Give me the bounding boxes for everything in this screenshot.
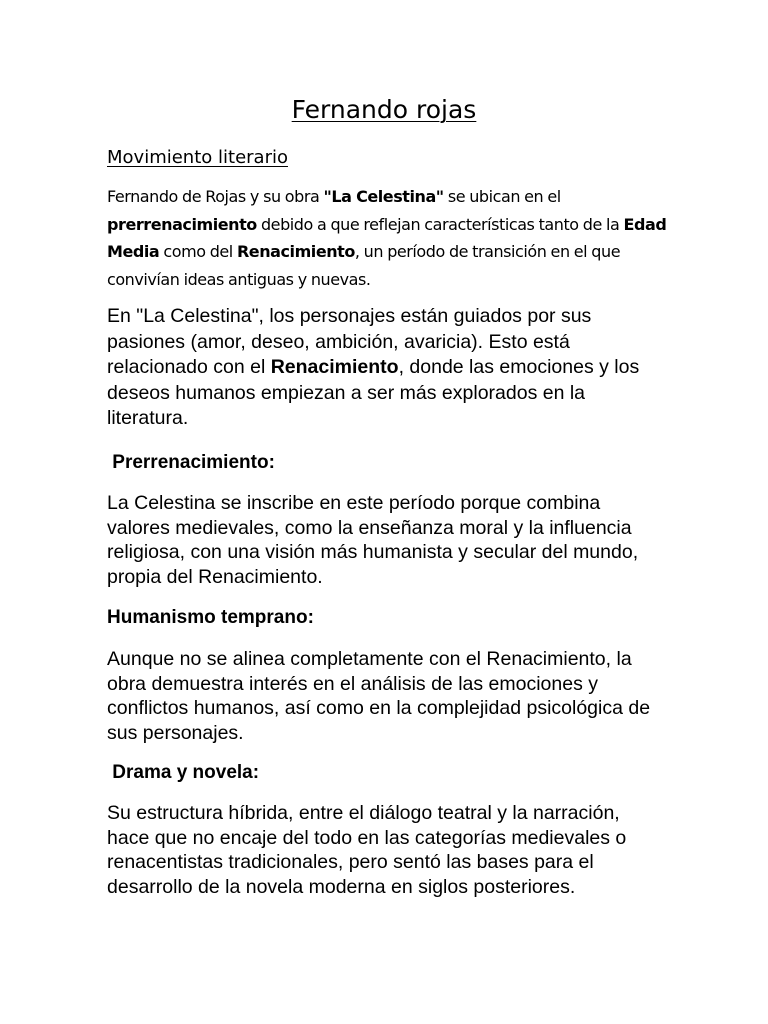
intro-text: , un período de transición en el que convivían ideas antiguas y nuevas.: [107, 242, 621, 289]
paragraph-pasiones: [107, 304, 667, 432]
subheading-humanismo: Humanismo temprano:: [107, 607, 314, 628]
intro-bold-renacimiento: Renacimiento: [236, 242, 355, 261]
intro-bold-work: "La Celestina": [323, 187, 444, 206]
subheading-prerrenacimiento: Prerrenacimiento:: [107, 452, 275, 473]
intro-paragraph: [107, 183, 667, 293]
paragraph-text: , donde las emociones y los deseos humanos empiezan a ser más explorados en la literatura.: [107, 356, 640, 429]
paragraph-text: En "La Celestina", los personajes están guiados por sus pasiones (amor, deseo, ambición, avaricia). Esto está relacionado con el: [107, 305, 592, 378]
section-heading: Movimiento literario: [107, 147, 288, 168]
intro-text: debido a que reflejan características tanto de la: [256, 214, 624, 234]
subheading-drama: Drama y novela:: [107, 762, 260, 783]
paragraph-prerrenacimiento: La Celestina se inscribe en este período porque combina valores medievales, como la enseñanza moral y la influencia religiosa, con una visión más humanista y secular del mundo, propia del Renacimiento.: [107, 492, 639, 588]
intro-text: se ubican en el: [443, 187, 561, 206]
paragraph-bold-renacimiento: Renacimiento: [270, 356, 399, 378]
intro-bold-period: prerrenacimiento: [107, 214, 257, 234]
document-title: Fernando rojas: [291, 95, 477, 124]
paragraph-humanismo: Aunque no se alinea completamente con el Renacimiento, la obra demuestra interés en el análisis de las emociones y conflictos humanos, así como en la complejidad psicológica de sus personajes.: [107, 648, 651, 744]
intro-bold-edad-media: Edad Media: [107, 214, 667, 261]
paragraph-drama: Su estructura híbrida, entre el diálogo teatral y la narración, hace que no encaje del todo en las categorías medievales o renacentistas tradicionales, pero sentó las bases para el desarrollo de la novela moderna en siglos posteriores.: [107, 802, 627, 898]
intro-text: Fernando de Rojas y su obra: [107, 187, 324, 206]
intro-text: como del: [159, 242, 237, 261]
